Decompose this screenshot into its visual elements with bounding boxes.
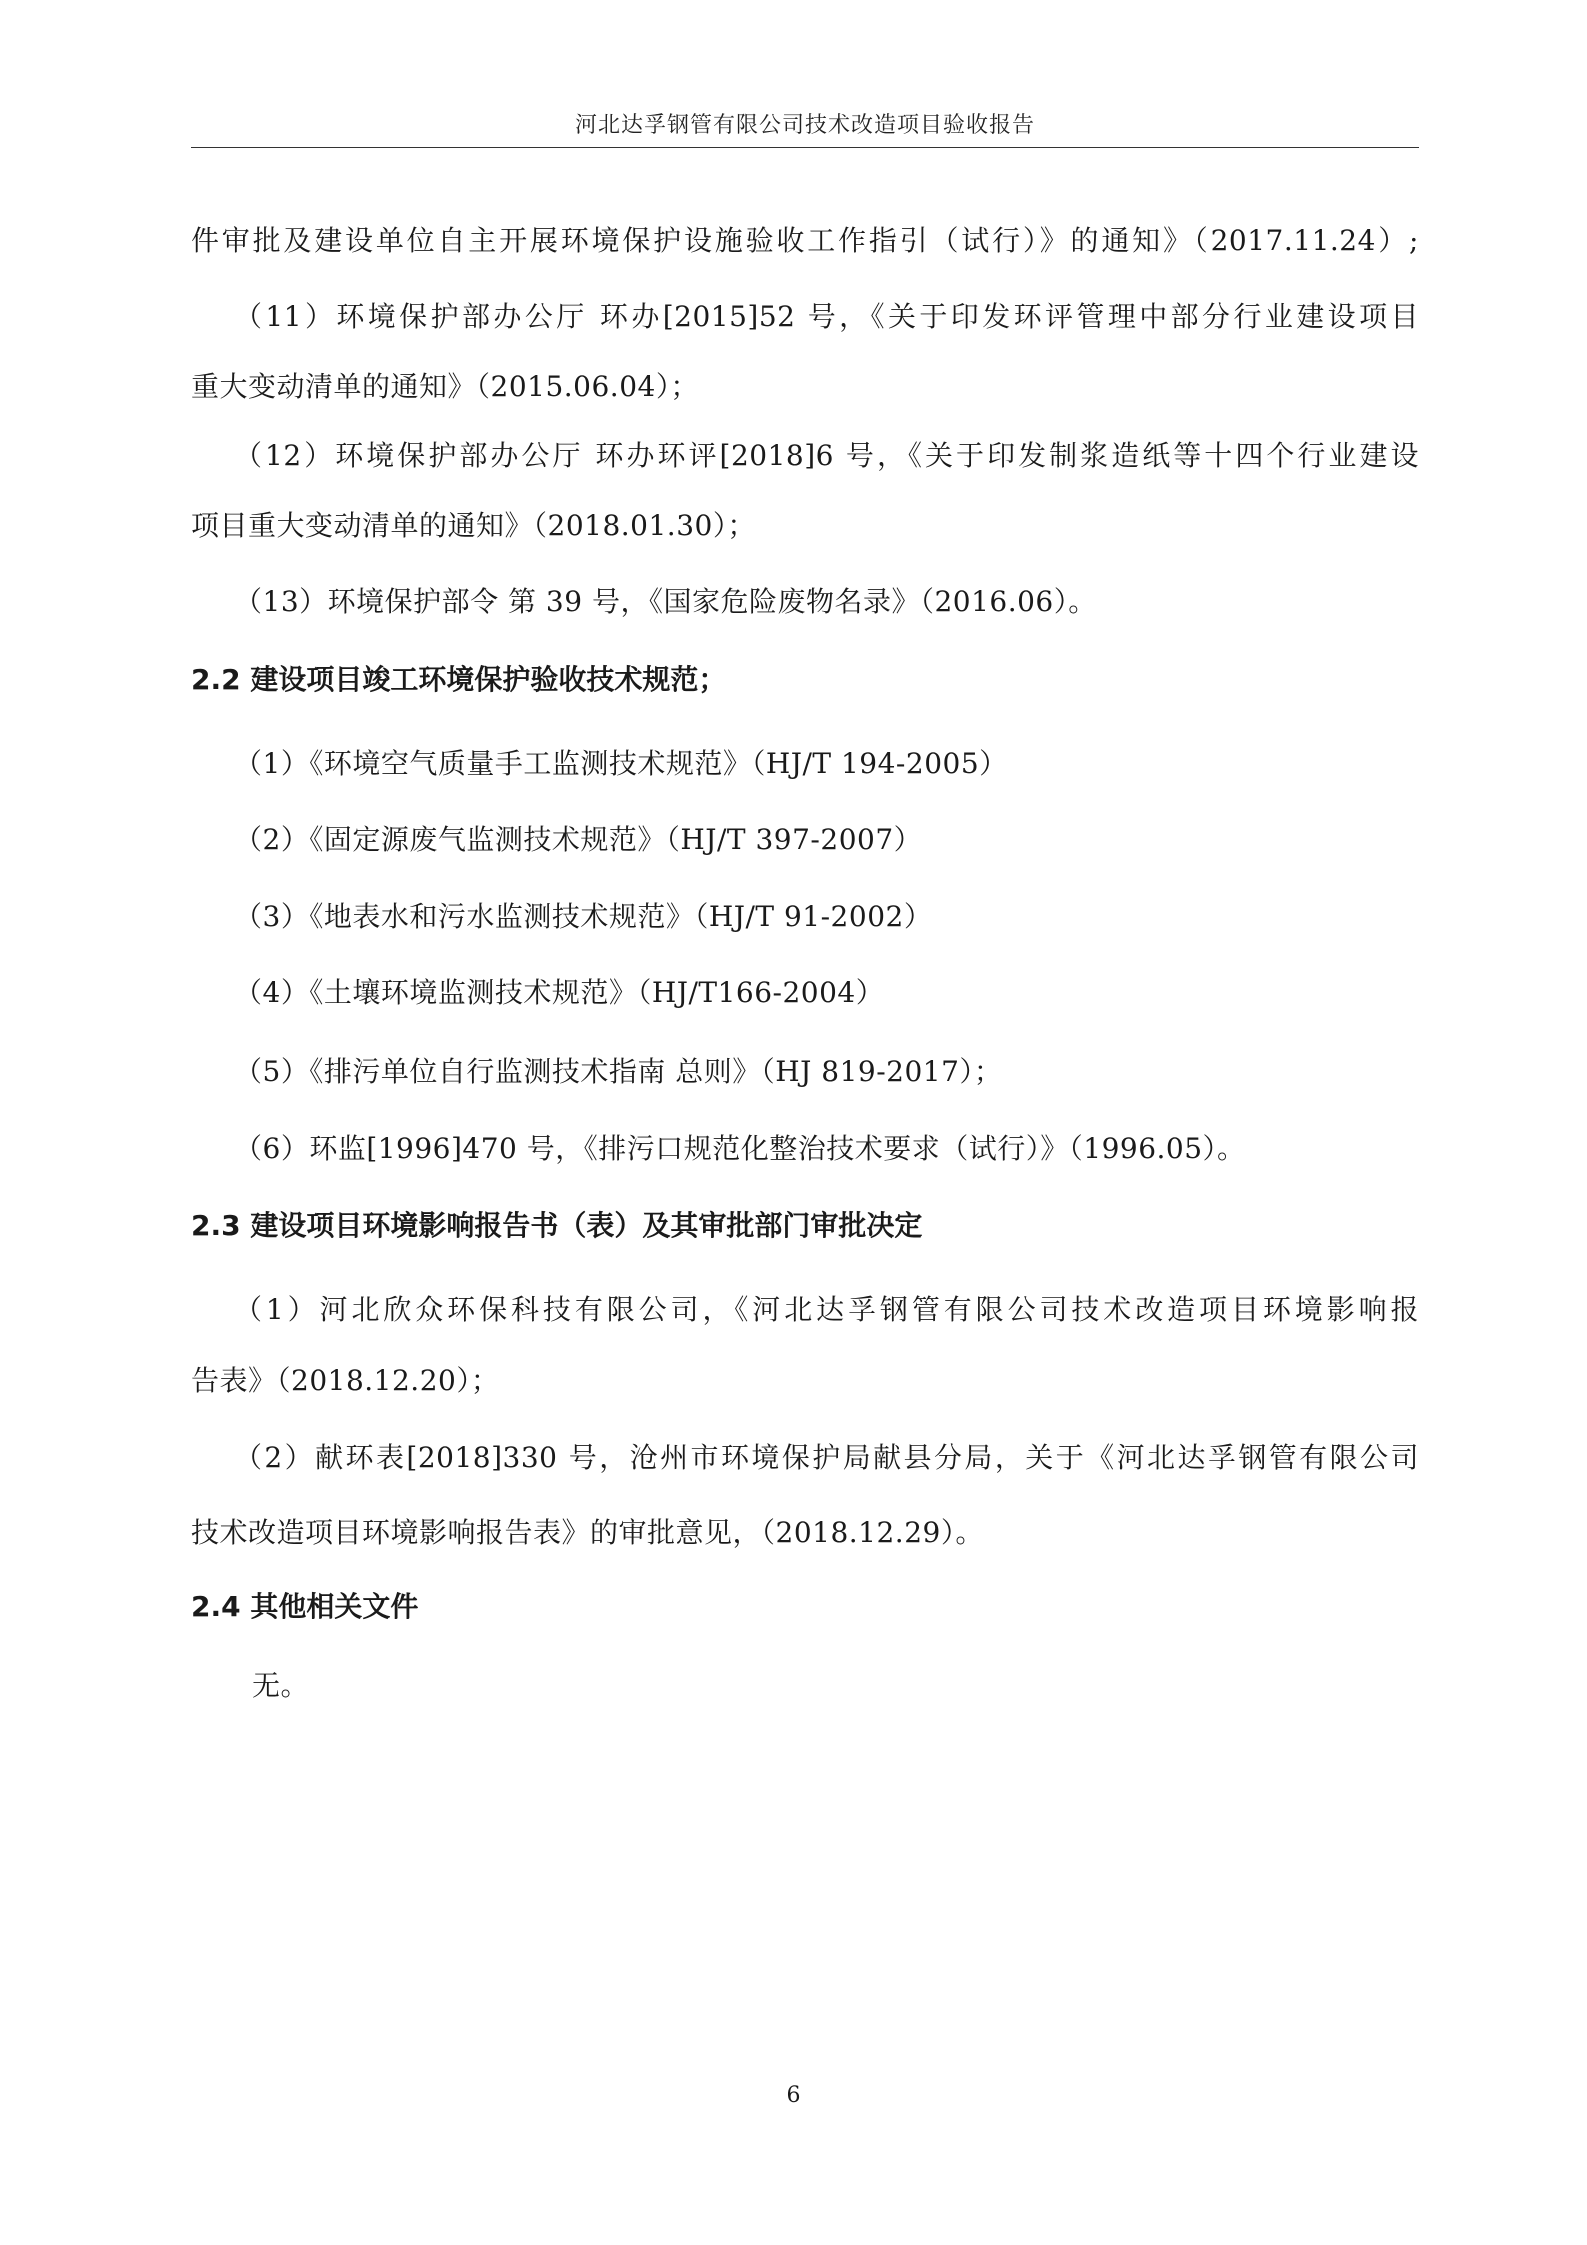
paragraph-line: （1）河北欣众环保科技有限公司，《河北达孚钢管有限公司技术改造项目环境影响报 — [234, 1293, 1419, 1326]
section-heading: 2.3 建设项目环境影响报告书（表）及其审批部门审批决定 — [191, 1209, 923, 1242]
section-heading: 2.4 其他相关文件 — [191, 1590, 419, 1623]
list-item: （4）《土壤环境监测技术规范》（HJ/T166-2004） — [234, 976, 885, 1009]
header-divider — [191, 147, 1419, 148]
reference-line: （12）环境保护部办公厅 环办环评[2018]6 号，《关于印发制浆造纸等十四个行业建设 — [234, 439, 1419, 472]
reference-line: （11）环境保护部办公厅 环办[2015]52 号，《关于印发环评管理中部分行业建设项目 — [234, 300, 1419, 333]
list-item: （5）《排污单位自行监测技术指南 总则》（HJ 819-2017）； — [234, 1055, 1003, 1088]
list-item: （1）《环境空气质量手工监测技术规范》（HJ/T 194-2005） — [234, 747, 1008, 780]
paragraph-line: 告表》（2018.12.20）； — [191, 1364, 500, 1397]
list-item: （6）环监[1996]470 号，《排污口规范化整治技术要求（试行）》（1996.05）。 — [234, 1132, 1246, 1165]
reference-line: 项目重大变动清单的通知》（2018.01.30）； — [191, 509, 756, 542]
reference-line: 重大变动清单的通知》（2015.06.04）； — [191, 370, 699, 403]
section-heading: 2.2 建设项目竣工环境保护验收技术规范； — [191, 663, 727, 696]
list-item: （2）《固定源废气监测技术规范》（HJ/T 397-2007） — [234, 823, 923, 856]
reference-line: （13）环境保护部令 第 39 号，《国家危险废物名录》（2016.06）。 — [234, 585, 1097, 618]
page-number: 6 — [786, 2083, 801, 2108]
paragraph-line: 技术改造项目环境影响报告表》的审批意见，（2018.12.29）。 — [191, 1516, 984, 1549]
paragraph-line: 无。 — [252, 1669, 310, 1702]
reference-line: 件审批及建设单位自主开展环境保护设施验收工作指引（试行）》的通知》（2017.11.24）; — [191, 224, 1419, 257]
header-title: 河北达孚钢管有限公司技术改造项目验收报告 — [574, 113, 1035, 138]
list-item: （3）《地表水和污水监测技术规范》（HJ/T 91-2002） — [234, 900, 933, 933]
paragraph-line: （2）献环表[2018]330 号，沧州市环境保护局献县分局，关于《河北达孚钢管有限公司 — [234, 1441, 1419, 1474]
